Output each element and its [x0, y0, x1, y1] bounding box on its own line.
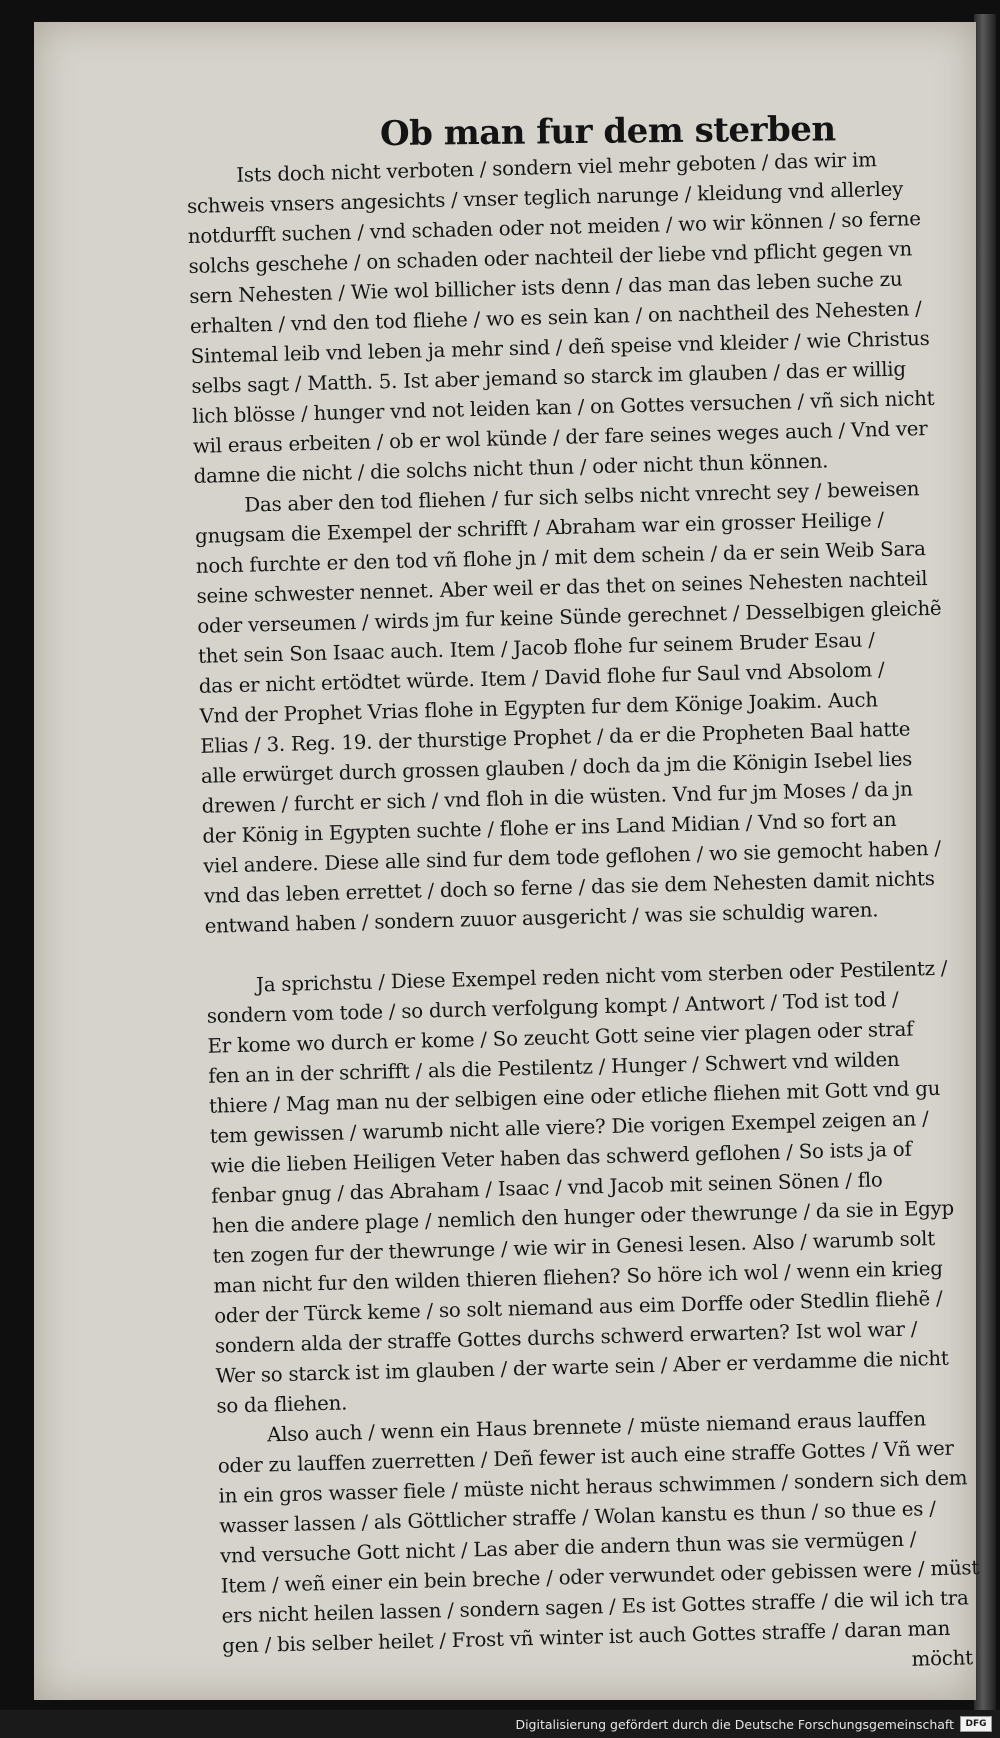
text-line: Vnd der Prophet Vrias flohe in Egypten fur dem Könige Joakim. Auch: [199, 688, 879, 728]
text-line: thiere / Mag man nu der selbigen eine oder etliche fliehen mit Gott vnd gu: [208, 1076, 941, 1118]
text-line: Er kome wo durch er kome / So zeucht Gott seine vier plagen oder straf: [207, 1017, 914, 1058]
text-line: notdurfft suchen / vnd schaden oder not meiden / wo wir können / so ferne: [187, 207, 921, 248]
text-line: fenbar gnug / das Abraham / Isaac / vnd Jacob mit seinen Sönen / flo: [210, 1168, 883, 1208]
page-title: Ob man fur dem sterben: [379, 109, 836, 155]
text-line: vnd das leben errettet / doch so ferne / das sie dem Nehesten damit nichts: [203, 866, 935, 908]
text-line: oder zu lauffen zuerretten / Deñ fewer ist auch eine straffe Gottes / Vñ wer: [217, 1436, 954, 1478]
text-line: gnugsam die Exempel der schrifft / Abraham war ein grosser Heilige /: [194, 508, 885, 548]
text-line: sondern alda der straffe Gottes durchs schwerd erwarten? Ist wol war /: [214, 1317, 918, 1358]
text-line: wie die lieben Heiligen Veter haben das schwerd geflohen / So ists ja of: [210, 1137, 912, 1178]
text-line: Also auch / wenn ein Haus brennete / müste niemand eraus lauffen: [266, 1407, 927, 1447]
text-line: wil eraus erbeiten / ob er wol künde / der fare seines weges auch / Vnd ver: [192, 416, 928, 458]
text-line: sondern vom tode / so durch verfolgung kompt / Antwort / Tod ist tod /: [206, 987, 899, 1028]
text-line: ers nicht heilen lassen / sondern sagen / Es ist Gottes straffe / die wil ich tra: [221, 1586, 969, 1628]
text-line: der König in Egypten suchte / flohe er ins Land Midian / Vnd so fort an: [202, 807, 897, 848]
text-line: damne die nicht / die solchs nicht thun / oder nicht thun können.: [193, 449, 829, 488]
text-line: erhalten / vnd den tod fliehe / wo es sein kan / on nachtheil des Nehesten /: [189, 297, 922, 338]
text-line: vnd versuche Gott nicht / Las aber die andern thun was sie vermügen /: [219, 1527, 917, 1568]
text-line: Das aber den tod fliehen / fur sich selbs nicht vnrecht sey / beweisen: [244, 477, 920, 517]
text-line: oder der Türck keme / so solt niemand aus eim Dorffe oder Stedlin fliehẽ /: [213, 1286, 943, 1328]
text-line: man nicht fur den wilden thieren fliehen? So höre ich wol / wenn ein krieg: [213, 1256, 943, 1298]
text-line: thet sein Son Isaac auch. Item / Jacob flohe fur seinem Bruder Esau /: [197, 628, 875, 668]
text-line: fen an in der schrifft / als die Pestilentz / Hunger / Schwert vnd wilden: [208, 1047, 900, 1088]
text-line: seine schwester nennet. Aber weil er das thet on seines Nehesten nachteil: [196, 567, 928, 608]
text-line: viel andere. Diese alle sind fur dem tode geflohen / wo sie gemocht haben /: [202, 836, 942, 878]
text-line: das er nicht ertödtet würde. Item / David flohe fur Saul vnd Absolom /: [198, 658, 885, 698]
text-line: entwand haben / sondern zuuor ausgericht / was sie schuldig waren.: [204, 898, 879, 938]
text-line: Wer so starck ist im glauben / der warte sein / Aber er verdamme die nicht: [215, 1346, 949, 1388]
text-line: Elias / 3. Reg. 19. der thurstige Prophet / da er die Propheten Baal hatte: [199, 717, 911, 758]
text-line: gen / bis selber heilet / Frost vñ winter ist auch Gottes straffe / daran man: [221, 1616, 951, 1658]
text-line: Item / weñ einer ein bein breche / oder verwundet oder gebissen were / müst: [220, 1556, 980, 1598]
text-line: Ists doch nicht verboten / sondern viel mehr geboten / das wir im: [236, 148, 877, 187]
text-line: tem gewissen / warumb nicht alle viere? Die vorigen Exempel zeigen an /: [209, 1107, 929, 1148]
text-line: ten zogen fur der thewrunge / wie wir in Genesi lesen. Also / warumb solt: [212, 1227, 936, 1268]
catchword: möcht: [911, 1646, 974, 1671]
text-line: in ein gros wasser fiele / müste nicht heraus schwimmen / sondern sich dem: [218, 1466, 968, 1508]
text-line: alle erwürget durch grossen glauben / doch da jm die Königin Isebel lies: [200, 747, 913, 788]
text-line: lich blösse / hunger vnd not leiden kan / on Gottes versuchen / vñ sich nicht: [191, 386, 935, 428]
text-line: selbs sagt / Matth. 5. Ist aber jemand so starck im glauben / das er willig: [191, 357, 907, 398]
text-line: Sintemal leib vnd leben ja mehr sind / deñ speise vnd kleider / wie Christus: [190, 326, 930, 368]
footer: [515, 1714, 992, 1734]
text-line: noch furchte er den tod vñ flohe jn / mit dem schein / da er sein Weib Sara: [195, 537, 926, 578]
text-line: drewen / furcht er sich / vnd floh in die wüsten. Vnd fur jm Moses / da jn: [201, 777, 913, 818]
text-line: Ja sprichstu / Diese Exempel reden nicht vom sterben oder Pestilentz /: [255, 956, 948, 997]
text-line: hen die andere plage / nemlich den hunger oder thewrunge / da sie in Egyp: [211, 1196, 955, 1238]
text-line: sern Nehesten / Wie wol billicher ists denn / das man das leben suche zu: [189, 267, 903, 308]
text-line: schweis vnsers angesichts / vnser teglich narunge / kleidung vnd allerley: [186, 177, 904, 218]
text-line: oder verseumen / wirds jm fur keine Sünde gerechnet / Desselbigen gleichẽ: [197, 596, 942, 638]
text-line: solchs geschehe / on schaden oder nachteil der liebe vnd pflicht gegen vn: [188, 237, 913, 278]
text-line: so da fliehen.: [216, 1391, 348, 1418]
body-text: [186, 143, 1000, 1692]
footer-credit: Digitalisierung gefördert durch die Deutsche Forschungsgemeinschaft: [515, 1716, 954, 1732]
dfg-logo: DFG: [960, 1716, 992, 1732]
text-line: wasser lassen / als Göttlicher straffe / Wolan kanstu es thun / so thue es /: [219, 1497, 936, 1538]
